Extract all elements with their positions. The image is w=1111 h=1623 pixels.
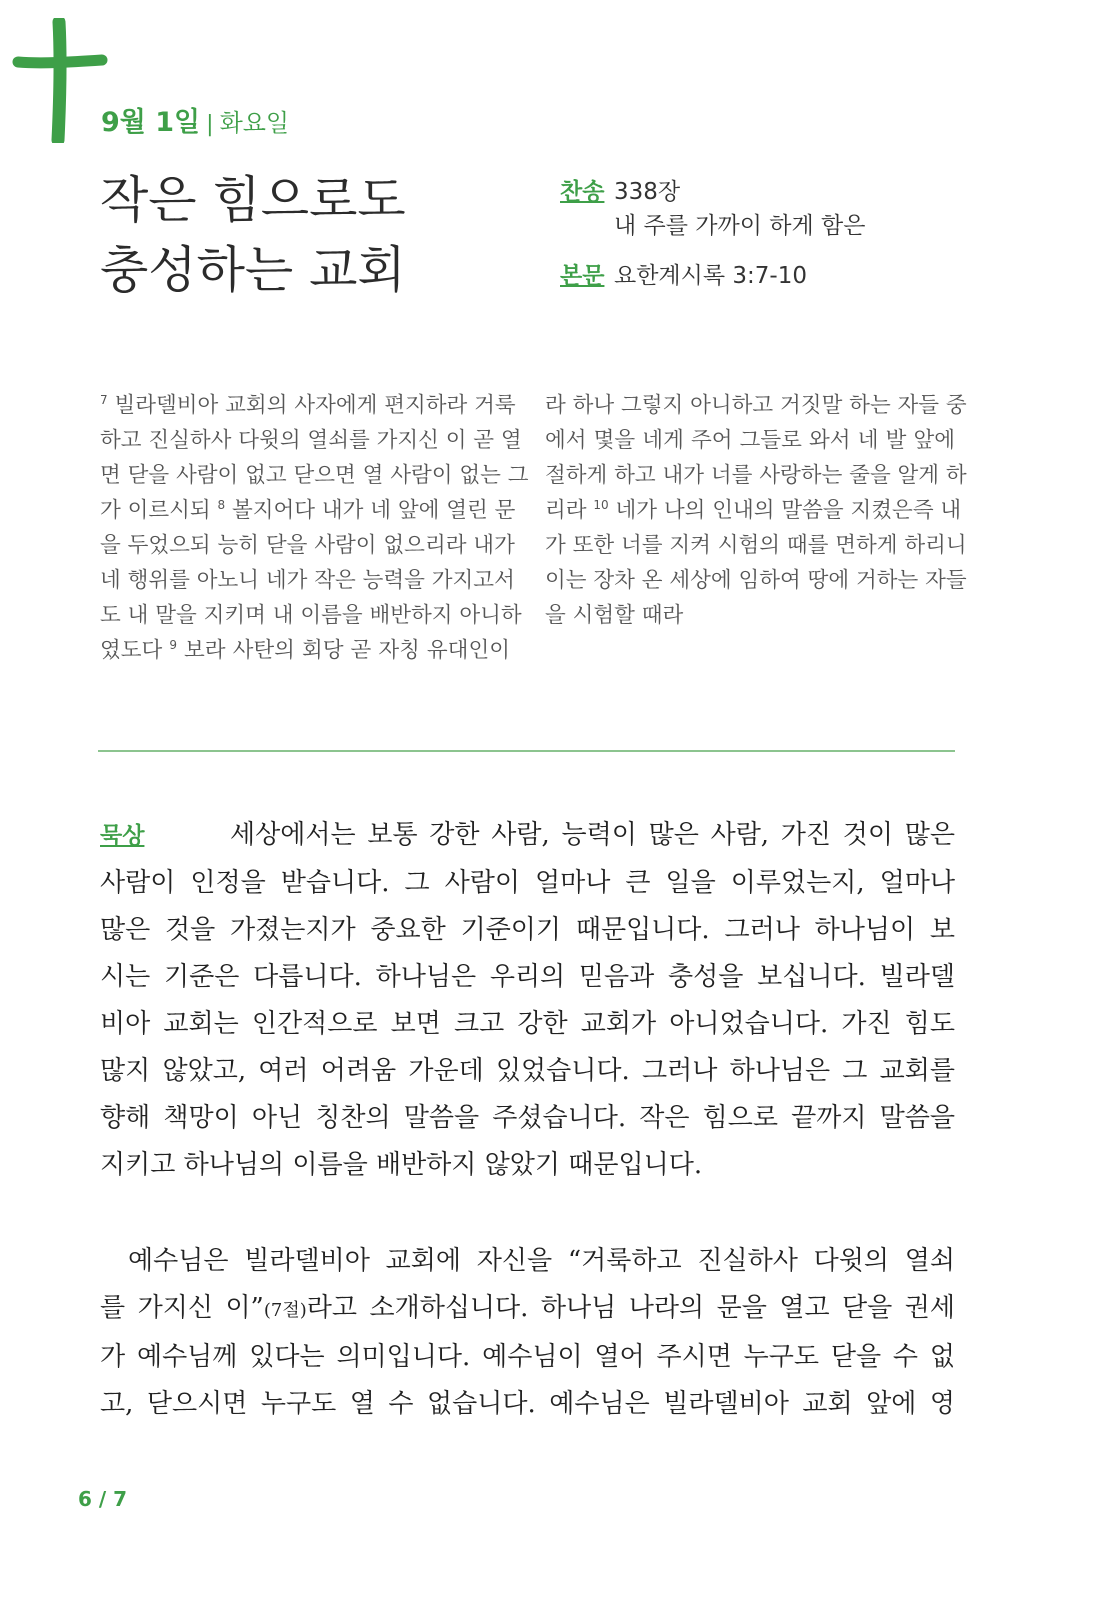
title-line-1: 작은 힘으로도 — [100, 171, 406, 229]
scripture-line: 라 하나 그렇지 아니하고 거짓말 하는 자들 중 — [545, 393, 967, 418]
scripture-right-column — [545, 388, 967, 633]
section-divider — [98, 750, 955, 752]
scripture-line: 가 또한 너를 지켜 시험의 때를 면하게 하리니 — [545, 533, 967, 558]
hymn-number: 338장 — [614, 179, 681, 205]
meditation-line: 고, 닫으시면 누구도 열 수 없습니다. 예수님은 빌라델비아 교회 앞에 영 — [100, 1389, 955, 1419]
hymn-passage-info — [560, 175, 865, 293]
scripture-line: 였도다 $^9$ 보라 사탄의 회당 곧 자칭 유대인이 — [100, 637, 510, 663]
cross-logo-icon — [12, 18, 112, 143]
date-separator: | — [206, 112, 214, 137]
scripture-line: $^7$ 빌라델비아 교회의 사자에게 편지하라 거룩 — [100, 392, 516, 418]
scripture-line: 하고 진실하사 다윗의 열쇠를 가지신 이 곧 열 — [100, 428, 522, 453]
scripture-left-column — [100, 388, 529, 668]
verse-number: 8 — [217, 497, 226, 512]
hymn-name: 내 주를 가까이 하게 함은 — [614, 213, 866, 239]
meditation-line: 사람이 인정을 받습니다. 그 사람이 얼마나 큰 일을 이루었는지, 얼마나 — [100, 868, 955, 898]
meditation-line: 를 가지신 이”(7절)라고 소개하십니다. 하나님 나라의 문을 열고 닫을 권세 — [100, 1293, 955, 1323]
meditation-line: 가 예수님께 있다는 의미입니다. 예수님이 열어 주시면 누구도 닫을 수 없 — [100, 1342, 955, 1372]
meditation-line: 예수님은 빌라델비아 교회에 자신을 “거룩하고 진실하사 다윗의 열쇠 — [128, 1246, 955, 1276]
scripture-line: 을 시험할 때라 — [545, 603, 684, 628]
scripture-line: 이는 장차 온 세상에 임하여 땅에 거하는 자들 — [545, 568, 967, 593]
date-header — [101, 108, 289, 140]
meditation-line: 비아 교회는 인간적으로 보면 크고 강한 교회가 아니었습니다. 가진 힘도 — [100, 1009, 955, 1039]
page-title — [100, 165, 520, 305]
meditation-paragraph-1 — [100, 812, 955, 1189]
meditation-label: 묵상 — [100, 823, 145, 849]
scripture-line: 에서 몇을 네게 주어 그들로 와서 네 발 앞에 — [545, 428, 955, 453]
date: 9월 1일 — [101, 107, 201, 138]
page-number: 6 / 7 — [78, 1487, 128, 1511]
passage-label: 본문 — [560, 263, 605, 289]
scripture-line: 리라 $^{10}$ 네가 나의 인내의 말씀을 지켰은즉 내 — [545, 497, 962, 523]
hymn-row — [560, 175, 865, 209]
meditation-line: 향해 책망이 아닌 칭찬의 말씀을 주셨습니다. 작은 힘으로 끝까지 말씀을 — [100, 1103, 955, 1133]
verse-number: 7 — [100, 392, 108, 407]
verse-number: 9 — [169, 637, 177, 652]
scripture-line: 네 행위를 아노니 네가 작은 능력을 가지고서 — [100, 568, 515, 593]
scripture-line: 면 닫을 사람이 없고 닫으면 열 사람이 없는 그 — [100, 463, 529, 488]
hymn-label: 찬송 — [560, 179, 605, 205]
title-line-2: 충성하는 교회 — [100, 241, 406, 299]
meditation-line: 시는 기준은 다릅니다. 하나님은 우리의 믿음과 충성을 보십니다. 빌라델 — [100, 962, 955, 992]
passage-row — [560, 259, 865, 293]
verse-reference: (7절) — [263, 1300, 307, 1321]
meditation-paragraph-2 — [100, 1238, 955, 1428]
meditation-line: 지키고 하나님의 이름을 배반하지 않았기 때문입니다. — [100, 1150, 703, 1180]
verse-number: 10 — [593, 497, 609, 512]
passage-reference: 요한계시록 3:7-10 — [614, 263, 807, 289]
meditation-line: 많은 것을 가졌는지가 중요한 기준이기 때문입니다. 그러나 하나님이 보 — [100, 915, 955, 945]
scripture-line: 절하게 하고 내가 너를 사랑하는 줄을 알게 하 — [545, 463, 967, 488]
meditation-line: 묵상 세상에서는 보통 강한 사람, 능력이 많은 사람, 가진 것이 많은 — [100, 812, 955, 860]
weekday: 화요일 — [219, 109, 290, 137]
scripture-line: 을 두었으되 능히 닫을 사람이 없으리라 내가 — [100, 533, 515, 558]
scripture-line: 가 이르시되 $^8$ 볼지어다 내가 네 앞에 열린 문 — [100, 497, 516, 523]
scripture-line: 도 내 말을 지키며 내 이름을 배반하지 아니하 — [100, 603, 522, 628]
meditation-line: 많지 않았고, 여러 어려움 가운데 있었습니다. 그러나 하나님은 그 교회를 — [100, 1056, 955, 1086]
